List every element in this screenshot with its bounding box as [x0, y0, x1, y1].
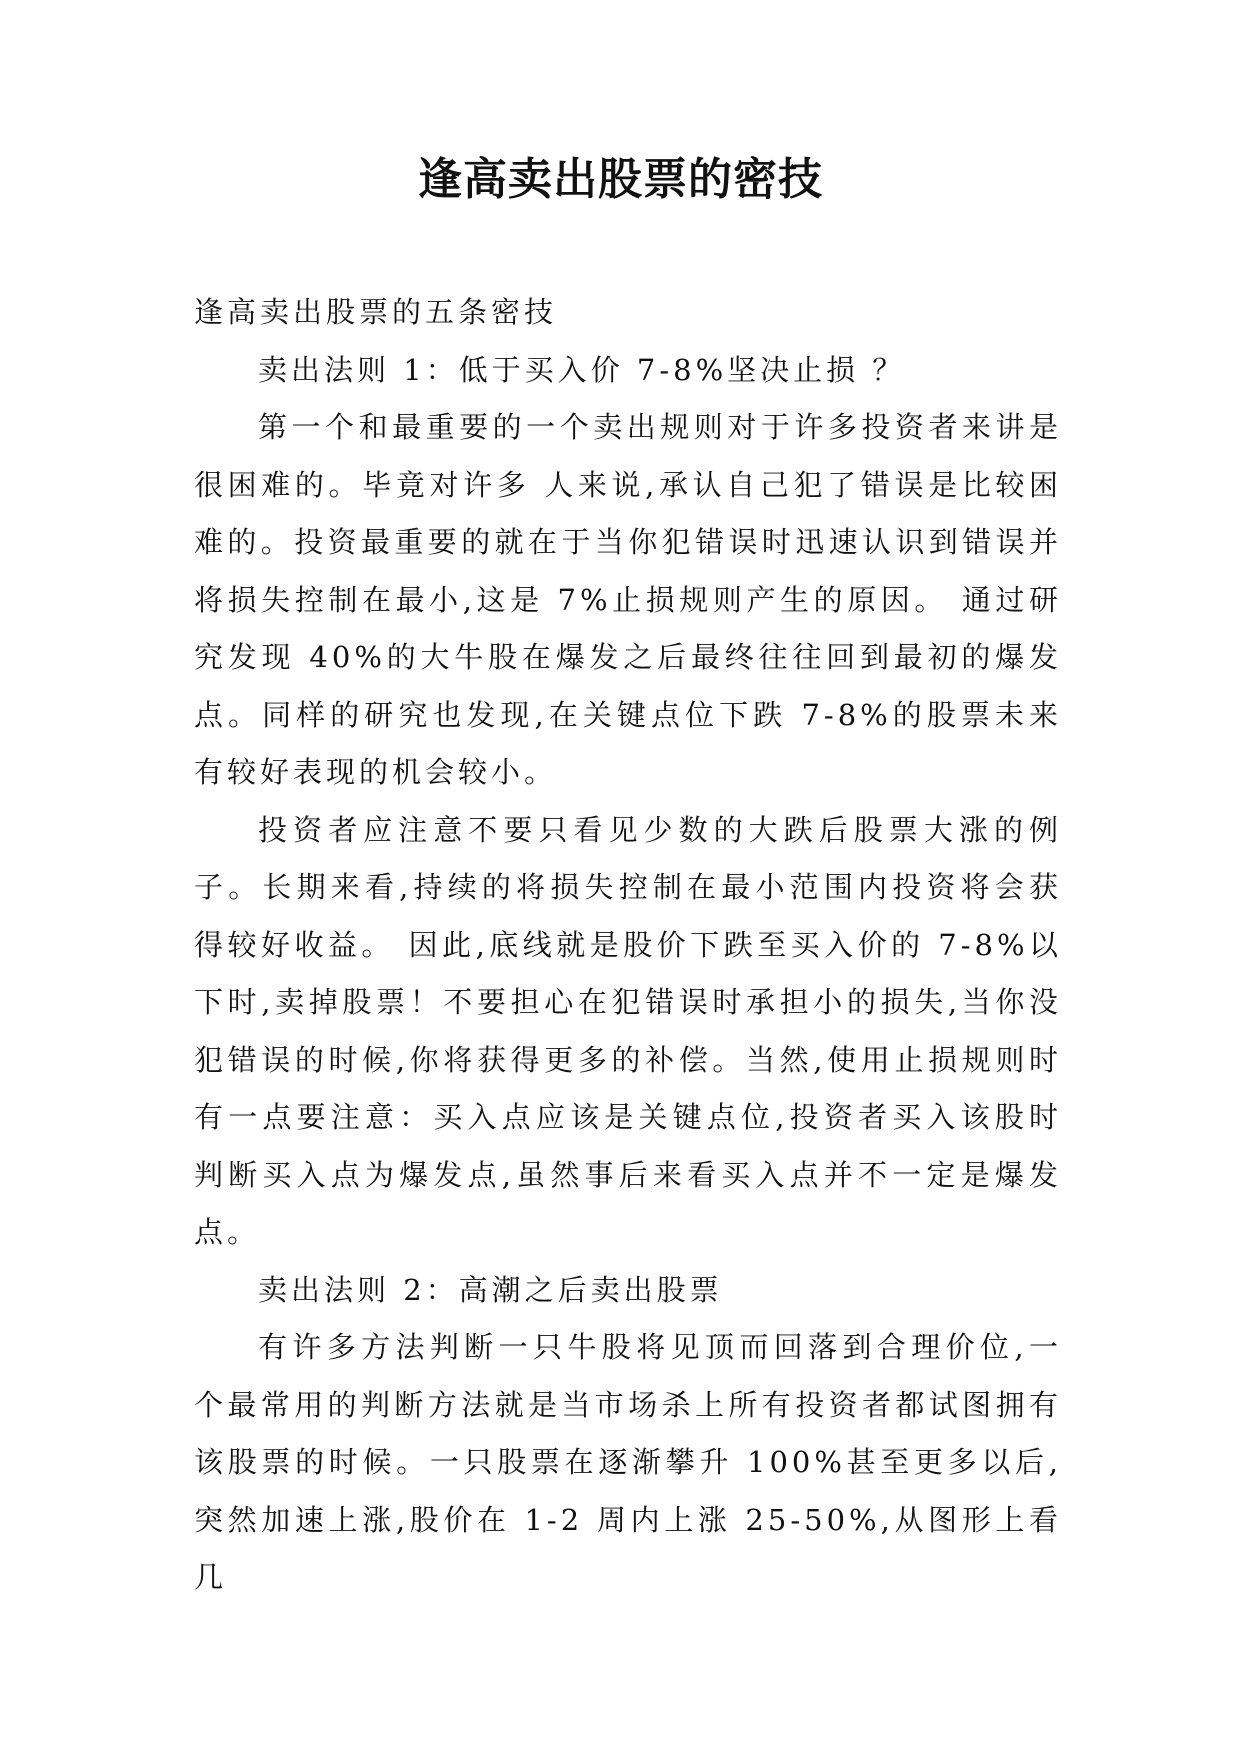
document-title: 逢高卖出股票的密技 — [418, 154, 823, 205]
paragraph-subtitle: 逢高卖出股票的五条密技 — [194, 295, 558, 329]
paragraph-rule-2-body: 有许多方法判断一只牛股将见顶而回落到合理价位,一个最常用的判断方法就是当市场杀上所有投资者都试图拥有该股票的时候。一只股票在逐渐攀升 100%甚至更多以后,突然加速上涨,股价在 1-2 周内上涨 25-50%,从图形上看几 — [194, 1330, 1062, 1594]
paragraph-rule-2-heading: 卖出法则 2：高潮之后卖出股票 — [258, 1272, 723, 1307]
paragraph-rule-1-body-2: 投资者应注意不要只看见少数的大跌后股票大涨的例子。长期来看,持续的将损失控制在最小范围内投资将会获得较好收益。 因此,底线就是股价下跌至买入价的 7-8%以下时,卖掉股票！不要担心在犯错误时承担小的损失,当你没犯错误的时候,你将获得更多的补偿。当然,使用止损规则时有一点要注意：买入点应该是关键点位,投资者买入该股时判断买入点为爆发点,虽然事后来看买入点并不一定是爆发点。 — [194, 812, 1062, 1249]
paragraph-rule-1-heading: 卖出法则 1：低于买入价 7-8%坚决止损 ？ — [258, 352, 906, 387]
paragraph-rule-1-body: 第一个和最重要的一个卖出规则对于许多投资者来讲是很困难的。毕竟对许多 人来说,承认自己犯了错误是比较困难的。投资最重要的就在于当你犯错误时迅速认识到错误并将损失控制在最小,这是 7%止损规则产生的原因。 通过研究发现 40%的大牛股在爆发之后最终往往回到最初的爆发点。同样的研究也发现,在关键点位下跌 7-8%的股票未来有较好表现的机会较小。 — [194, 410, 1062, 789]
document-body — [194, 284, 1062, 1607]
